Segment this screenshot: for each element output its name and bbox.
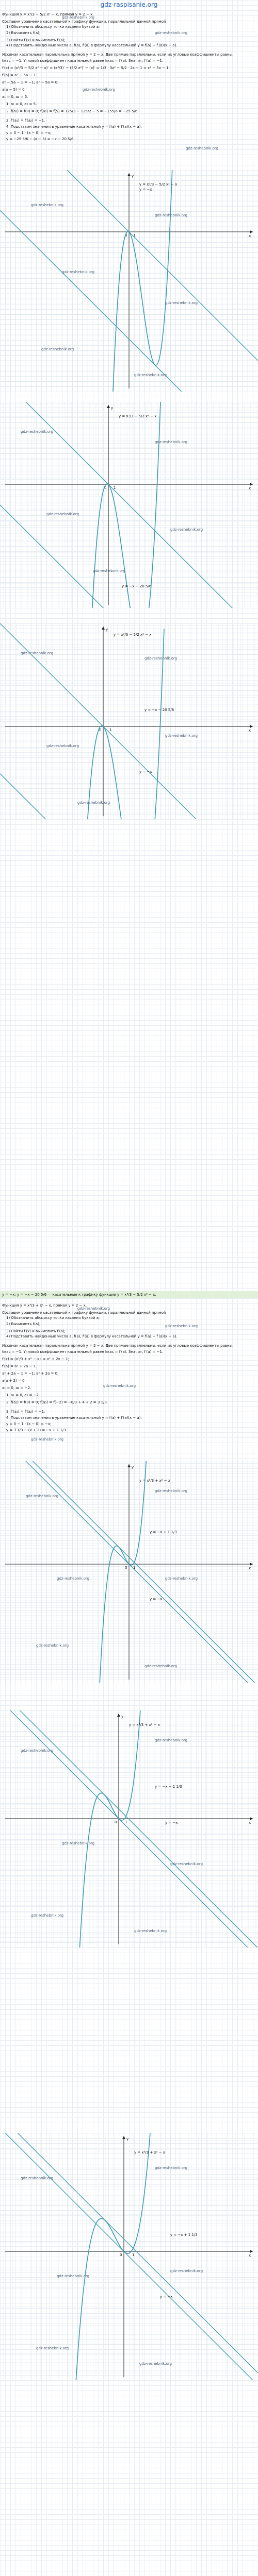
part2-step: Составим уравнение касательной к графику функции, параллельной данной прямой: [2, 1311, 166, 1315]
part1-line: f′(a) = a² − 5a − 1.: [2, 73, 37, 77]
part2-step: 3) Найти f′(x) и вычислить f′(a);: [6, 1329, 66, 1333]
site-title[interactable]: gdz-raspisanie.org: [100, 1, 158, 8]
part2-step: 4) Подставить найденные числа a, f(a), f′(a) в формулу касательной y = f(a) + f′(a)(x − a).: [6, 1334, 178, 1338]
watermark: gdz-reshebnik.org: [155, 1489, 188, 1493]
unit-label: 1: [114, 486, 116, 490]
function-curve: [112, 170, 172, 392]
x-arrow: [250, 1817, 253, 1820]
y-axis-label: y: [121, 1715, 124, 1719]
origin-label: 0: [99, 728, 102, 732]
watermark: gdz-reshebnik.org: [31, 1913, 64, 1918]
part2-intro: Функция y = x³/3 + x² − x, прямая y = 2 − x.: [2, 1303, 87, 1308]
part2-graph-1: [0, 1461, 258, 1683]
watermark: gdz-reshebnik.org: [134, 373, 167, 377]
y-arrow: [127, 173, 131, 176]
x-axis-label: x: [249, 234, 251, 238]
unit-label: 1: [133, 1566, 136, 1570]
y-arrow: [127, 1464, 131, 1467]
watermark: gdz-reshebnik.org: [21, 430, 54, 434]
x-axis-label: x: [249, 2253, 251, 2258]
watermark: gdz-reshebnik.org: [139, 2362, 172, 2366]
graph-label: y = x³/3 − 5/2 x² − x: [139, 182, 178, 187]
x-axis-label: x: [249, 728, 251, 733]
watermark: gdz-reshebnik.org: [21, 2176, 54, 2180]
x-arrow: [250, 1563, 253, 1566]
y-axis-label: y: [126, 2137, 129, 2141]
watermark: gdz-reshebnik.org: [165, 1577, 198, 1581]
y-axis-label: y: [132, 1465, 134, 1469]
origin-label: 0: [104, 486, 107, 490]
watermark: gdz-reshebnik.org: [77, 801, 110, 805]
unit-label: 1: [133, 233, 136, 238]
watermark: gdz-reshebnik.org: [77, 1307, 110, 1311]
watermark: gdz-reshebnik.org: [155, 2166, 188, 2170]
tangent-line: [0, 1710, 258, 1947]
watermark: gdz-reshebnik.org: [83, 88, 116, 92]
part2-line: 4. Подставим значения в уравнение касательной y = f(a) + f′(a)(x − a):: [6, 1416, 142, 1420]
part2-graph-2: [0, 1710, 258, 1947]
watermark: gdz-reshebnik.org: [62, 15, 95, 20]
part1-graph-1: [0, 170, 258, 392]
watermark: gdz-reshebnik.org: [31, 203, 64, 207]
x-axis-label: x: [249, 486, 251, 490]
unit-label: 1: [125, 1820, 127, 1824]
graph-label: y = −x: [139, 188, 152, 192]
part1-answer: [0, 1291, 258, 1298]
part1-line: Искомая касательная параллельна прямой y = 2 − x. Две прямые параллельны, если их угловые коэффициенты равны.: [2, 53, 234, 57]
part2-line: a(a + 2) = 0: [2, 1379, 25, 1383]
part2-line: Искомая касательная параллельна прямой y = 2 − x. Две прямые параллельны, если их угловые коэффициенты равны.: [2, 1344, 234, 1348]
watermark: gdz-reshebnik.org: [21, 651, 54, 655]
x-arrow: [250, 483, 253, 486]
y-axis-label: y: [132, 174, 134, 178]
origin-label: 0: [125, 233, 127, 238]
x-axis-label: x: [249, 1566, 251, 1570]
part1-step: Составим уравнение касательной к графику функции, параллельной данной прямой: [2, 20, 166, 24]
unit-label: 1: [109, 728, 112, 732]
part2-line: a² + 2a − 1 = −1; a² + 2a = 0;: [2, 1371, 59, 1376]
part2-line: kкас = −1. Угловой коэффициент касательной равен kкас = f′(a). Значит, f′(a) = −1.: [2, 1350, 164, 1354]
part2-line: 1. a₁ = 0, a₂ = −2.: [6, 1393, 40, 1397]
watermark: gdz-reshebnik.org: [186, 146, 219, 150]
watermark: gdz-reshebnik.org: [144, 1664, 178, 1668]
watermark: gdz-reshebnik.org: [36, 1643, 69, 1648]
y-arrow: [107, 405, 110, 408]
watermark: gdz-reshebnik.org: [155, 1738, 188, 1742]
unit-label: 1: [132, 2253, 135, 2257]
part1-graph-2: [0, 402, 258, 608]
part1-line: a² − 5a − 1 = −1; a² − 5a = 0;: [2, 80, 59, 84]
part2-line: 2. f(a₁) = f(0) = 0; f(a₂) = f(−2) = −8/3 + 4 + 2 = 3 1/3.: [6, 1400, 108, 1404]
watermark: gdz-reshebnik.org: [57, 2274, 90, 2278]
graph-label: y = −x + 1 1/3: [150, 1530, 177, 1534]
watermark: gdz-reshebnik.org: [21, 1749, 54, 1753]
watermark: gdz-reshebnik.org: [62, 270, 95, 274]
watermark: gdz-reshebnik.org: [46, 744, 79, 748]
y-axis-label: y: [106, 628, 108, 632]
graph-label: y = −x: [160, 2295, 173, 2299]
watermark: gdz-reshebnik.org: [170, 2269, 203, 2273]
graph-label: y = x³/3 − 5/2 x² − x: [119, 414, 157, 418]
part1-line: a₁ = 0, a₂ = 5.: [2, 95, 28, 99]
part1-line: y = 0 − 1 · (x − 0) = −x;: [6, 131, 52, 135]
watermark: gdz-reshebnik.org: [134, 1929, 167, 1933]
watermark: gdz-reshebnik.org: [36, 2346, 69, 2350]
watermark: gdz-reshebnik.org: [155, 213, 188, 217]
graph-label: y = −x + 1 1/3: [155, 1785, 182, 1789]
watermark: gdz-reshebnik.org: [62, 1841, 95, 1845]
site-header: [0, 0, 258, 9]
graph-label: y = −x − 20 5/6: [144, 708, 174, 712]
part1-answer-text: y = −x; y = −x − 20 5/6 — касательные к графику функции y = x³/3 − 5/2 x² − x.: [2, 1293, 156, 1297]
watermark: gdz-reshebnik.org: [103, 1384, 136, 1388]
part2-line: a₁ = 0, a₂ = −2.: [2, 1386, 31, 1390]
origin-label: 0: [115, 1820, 117, 1824]
graph-label: y = x³/3 + x² − x: [139, 1479, 170, 1483]
x-arrow: [250, 230, 253, 233]
tangent-line: [0, 774, 258, 819]
part1-text: [0, 10, 258, 165]
graph-label: y = −x: [139, 770, 152, 774]
watermark: gdz-reshebnik.org: [155, 440, 188, 444]
watermark: gdz-reshebnik.org: [155, 31, 188, 35]
part2-step: 2) Вычислить f(a);: [6, 1322, 41, 1326]
watermark: gdz-reshebnik.org: [165, 301, 198, 305]
part2-line: y = 0 − 1 · (x − 0) = −x;: [6, 1422, 52, 1426]
part1-step: 3) Найти f′(x) и вычислить f′(a);: [6, 38, 66, 42]
graph-label: y = x³/3 + x² − x: [134, 2150, 165, 2155]
tangent-line: [0, 505, 258, 608]
part1-step: 2) Вычислить f(a);: [6, 31, 41, 35]
x-axis-label: x: [249, 1821, 251, 1825]
watermark: gdz-reshebnik.org: [26, 1494, 59, 1498]
graph-label: y = x³/3 − 5/2 x² − x: [114, 633, 152, 637]
part2-step: 1) Обозначить абсциссу точки касания буквой a;: [6, 1316, 100, 1320]
part1-line: a(a − 5) = 0: [2, 88, 25, 92]
watermark: gdz-reshebnik.org: [31, 1437, 64, 1442]
watermark: gdz-reshebnik.org: [165, 1324, 198, 1328]
watermark: gdz-reshebnik.org: [144, 656, 178, 660]
y-axis-label: y: [111, 406, 114, 410]
part1-line: 3. f′(a₁) = f′(a₂) = −1.: [6, 118, 45, 123]
part1-line: 4. Подставим значения в уравнение касательной y = f(a) + f′(a)(x − a):: [6, 125, 142, 129]
part2-line: f′(x) = (x³/3 + x² − x)′ = x² + 2x − 1;: [2, 1357, 69, 1361]
tangent-line: [0, 2133, 258, 2380]
x-arrow: [250, 2250, 253, 2253]
watermark: gdz-reshebnik.org: [93, 569, 126, 573]
part1-line: 2. f(a₁) = f(0) = 0; f(a₂) = f(5) = 125/3 − 125/2 − 5 = −155/6 = −25 5/6.: [6, 109, 139, 113]
watermark: gdz-reshebnik.org: [57, 1577, 90, 1581]
graph-label: y = −x + 1 1/3: [170, 2233, 198, 2237]
watermark: gdz-reshebnik.org: [170, 1862, 203, 1866]
origin-label: 0: [125, 1566, 127, 1570]
graph-label: y = −x: [165, 1821, 178, 1825]
graph-label: y = −x: [150, 1597, 163, 1601]
part2-text: [0, 1301, 258, 1456]
watermark: gdz-reshebnik.org: [165, 734, 198, 738]
part2-line: 3. f′(a₁) = f′(a₂) = −1.: [6, 1410, 45, 1414]
part1-line: y = −25 5/6 − (x − 5) = −x − 20 5/6.: [6, 137, 75, 141]
x-arrow: [250, 725, 253, 728]
part2-line: y = 3 1/3 − (x + 2) = −x + 1 1/3.: [6, 1428, 67, 1432]
origin-label: 0: [120, 2253, 122, 2257]
y-arrow: [122, 2136, 125, 2139]
watermark: gdz-reshebnik.org: [41, 347, 74, 351]
function-curve: [79, 1710, 141, 1947]
y-arrow: [102, 626, 105, 630]
part1-step: 4) Подставить найденные числа a, f(a), f′(a) в формулу касательной y = f(a) + f′(a)(x − a).: [6, 43, 178, 47]
part1-step: 1) Обозначить абсциссу точки касания буквой a;: [6, 25, 100, 29]
graph-label: y = x³/3 + x² − x: [129, 1723, 160, 1727]
part2-graph-3: [0, 2133, 258, 2380]
part2-line: f′(a) = a² + 2a − 1.: [2, 1364, 37, 1368]
part1-intro: Функция y = x³/3 − 5/2 x² − x, прямая y = 2 − x.: [2, 12, 94, 16]
watermark: gdz-reshebnik.org: [170, 528, 203, 532]
part1-line: kкас = −1. Угловой коэффициент касательной равен kкас = f′(a). Значит, f′(a) = −1.: [2, 59, 164, 63]
part1-line: f′(x) = (x³/3 − 5/2 x² − x)′ = (x³/3)′ − (5/2 x²)′ − (x)′ = 1/3 · 3x² − 5/2 · 2x − 1 = x² − 5x − 1;: [2, 66, 170, 70]
watermark: gdz-reshebnik.org: [46, 512, 79, 516]
graph-label: y = −x − 20 5/6: [122, 584, 152, 588]
y-arrow: [117, 1714, 120, 1717]
part1-graph-3: [0, 623, 258, 819]
part1-line: 1. a₁ = 0, a₂ = 5.: [6, 102, 37, 106]
